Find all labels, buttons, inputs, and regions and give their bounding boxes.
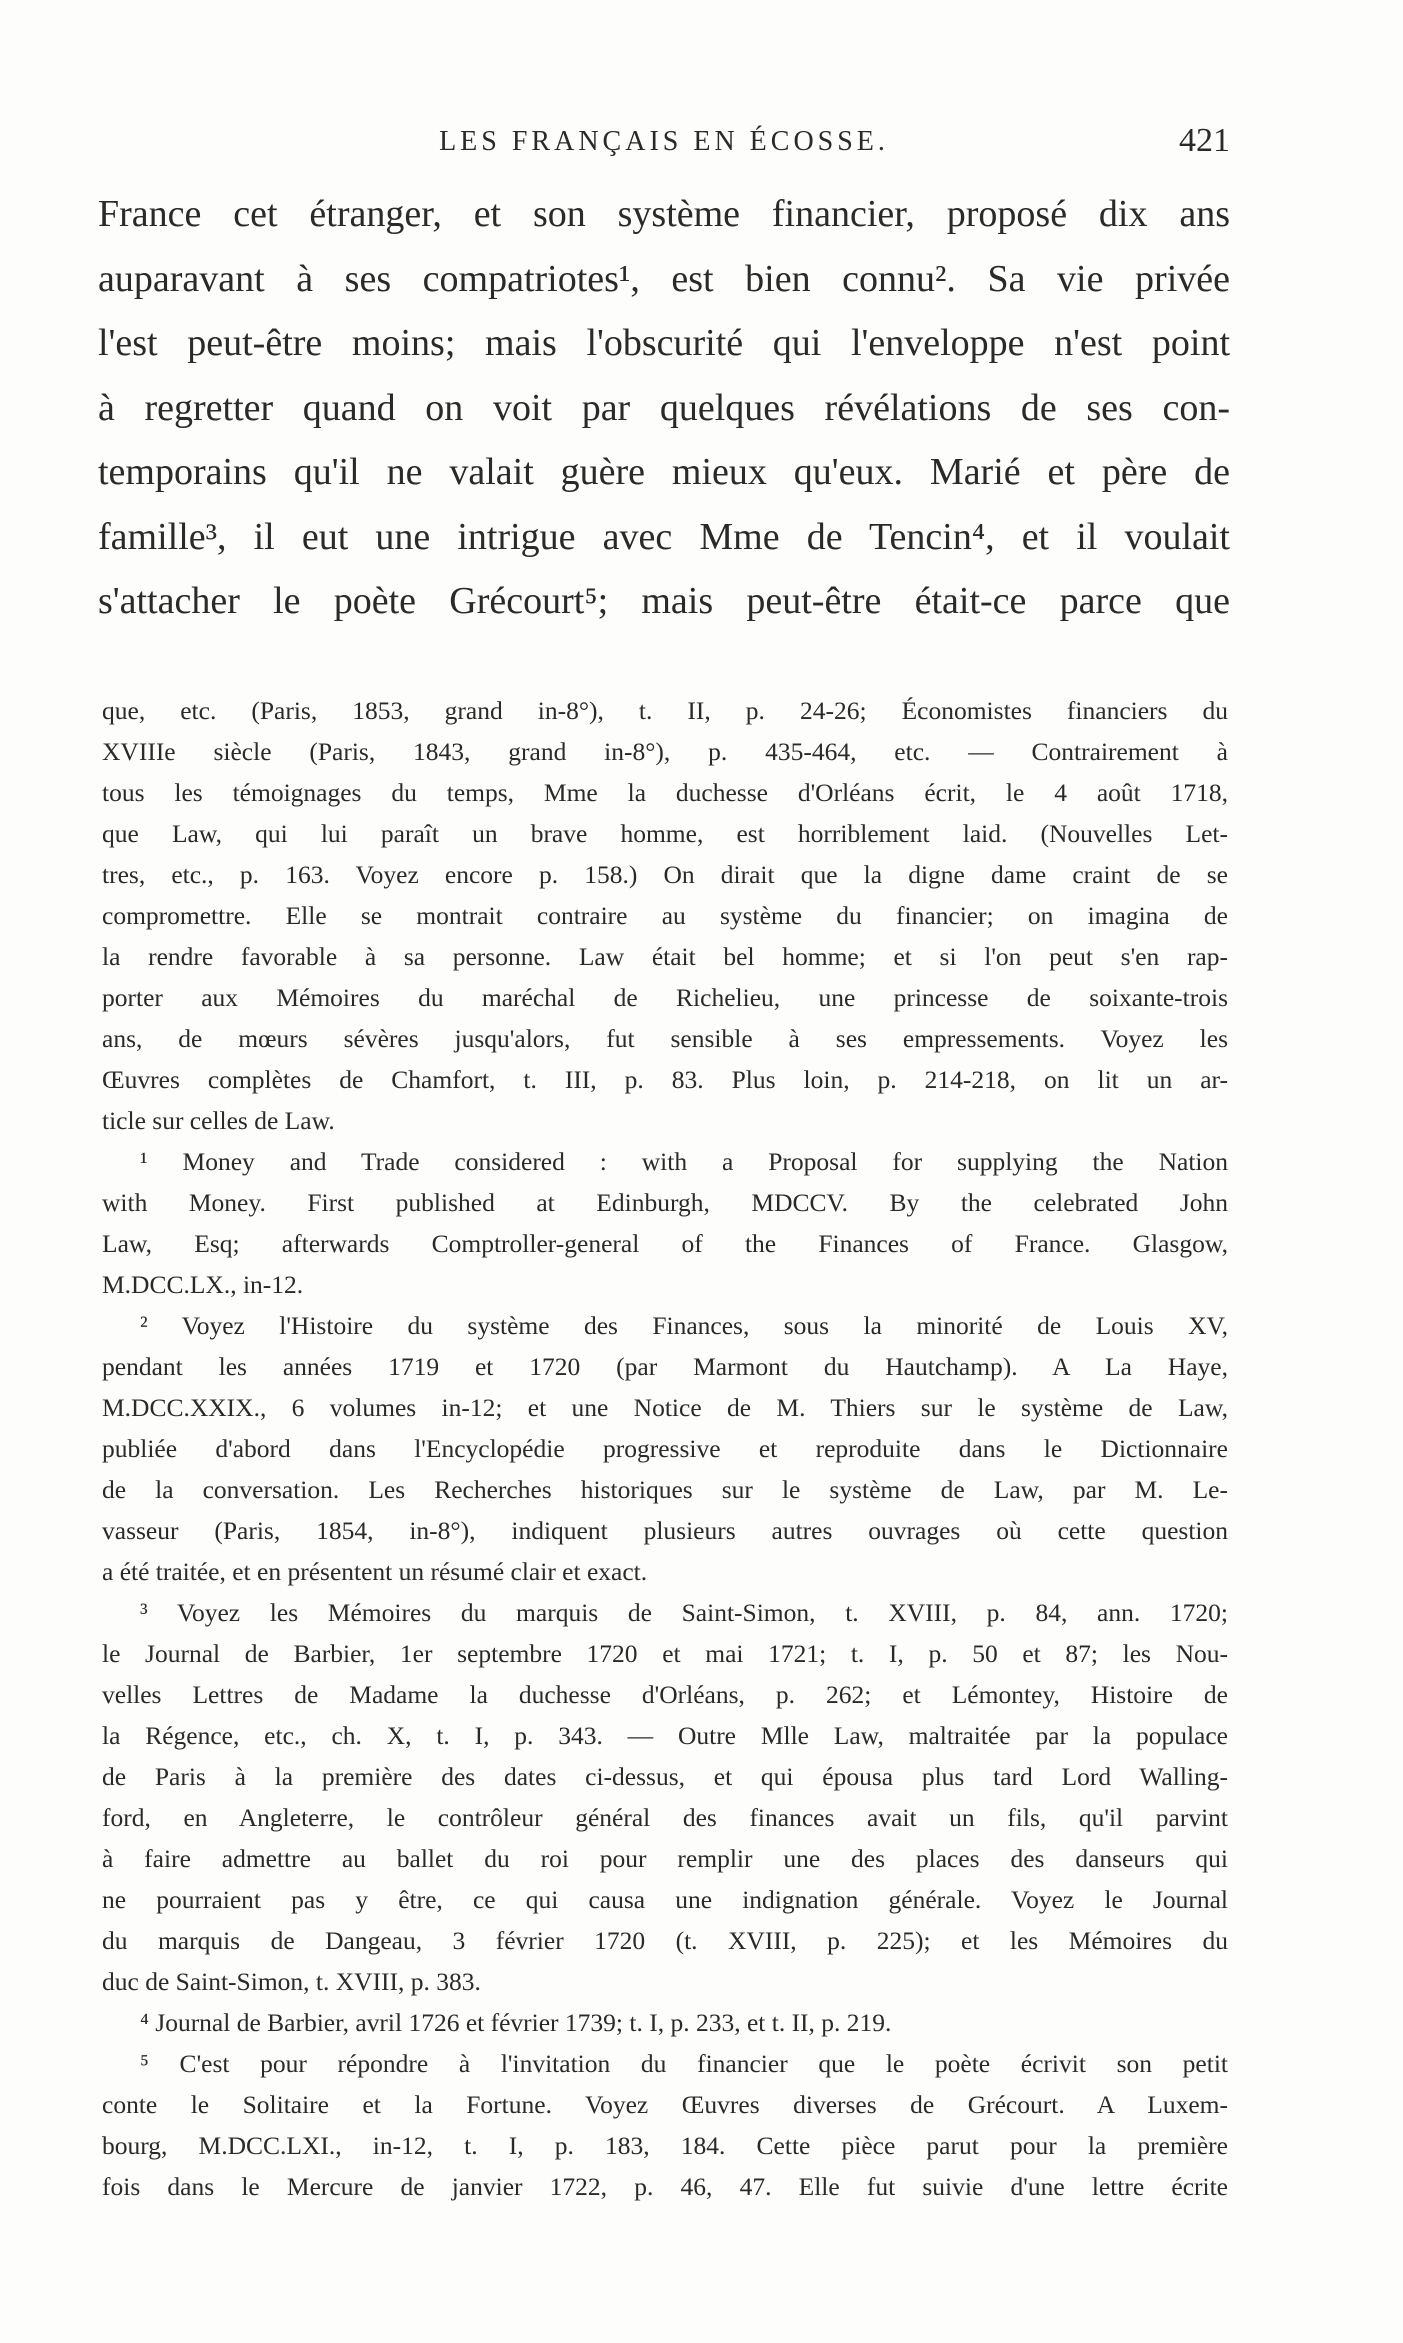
footnote-line: ticle sur celles de Law.: [102, 1106, 335, 1135]
footnote-line: vasseur (Paris, 1854, in-8°), indiquent plusieurs autres ouvrages où cette question: [102, 1516, 1228, 1545]
running-head: [98, 122, 1230, 162]
footnote-line: tres, etc., p. 163. Voyez encore p. 158.) On dirait que la digne dame craint de se: [102, 860, 1228, 889]
footnote-line: ⁵ C'est pour répondre à l'invitation du financier que le poète écrivit son petit: [140, 2049, 1228, 2078]
body-text: [98, 182, 1230, 634]
footnote-line: tous les témoignages du temps, Mme la duchesse d'Orléans écrit, le 4 août 1718,: [102, 778, 1228, 807]
footnote-line: with Money. First published at Edinburgh, MDCCV. By the celebrated John: [102, 1188, 1228, 1217]
footnote-line: velles Lettres de Madame la duchesse d'Orléans, p. 262; et Lémontey, Histoire de: [102, 1680, 1228, 1709]
footnote-line: que Law, qui lui paraît un brave homme, est horriblement laid. (Nouvelles Let-: [102, 819, 1228, 848]
footnote-line: à faire admettre au ballet du roi pour remplir une des places des danseurs qui: [102, 1844, 1228, 1873]
footnote-line: bourg, M.DCC.LXI., in-12, t. I, p. 183, 184. Cette pièce parut pour la première: [102, 2131, 1228, 2160]
running-title: LES FRANÇAIS EN ÉCOSSE.: [439, 126, 889, 157]
footnote-line: M.DCC.LX., in-12.: [102, 1270, 304, 1299]
footnote-line: duc de Saint-Simon, t. XVIII, p. 383.: [102, 1967, 481, 1996]
footnote-line: le Journal de Barbier, 1er septembre 1720 et mai 1721; t. I, p. 50 et 87; les Nou-: [102, 1639, 1228, 1668]
footnote-line: ne pourraient pas y être, ce qui causa une indignation générale. Voyez le Journal: [102, 1885, 1228, 1914]
footnote-line: XVIIIe siècle (Paris, 1843, grand in-8°), p. 435-464, etc. — Contrairement à: [102, 737, 1228, 766]
footnote-line: compromettre. Elle se montrait contraire au système du financier; on imagina de: [102, 901, 1228, 930]
footnote-line: ford, en Angleterre, le contrôleur général des finances avait un fils, qu'il parvint: [102, 1803, 1228, 1832]
footnote-line: la rendre favorable à sa personne. Law était bel homme; et si l'on peut s'en rap-: [102, 942, 1228, 971]
footnote-line: porter aux Mémoires du maréchal de Richelieu, une princesse de soixante-trois: [102, 983, 1228, 1012]
page-number: 421: [1179, 122, 1230, 159]
footnote-line: conte le Solitaire et la Fortune. Voyez Œuvres diverses de Grécourt. A Luxem-: [102, 2090, 1228, 2119]
footnote-line: du marquis de Dangeau, 3 février 1720 (t. XVIII, p. 225); et les Mémoires du: [102, 1926, 1228, 1955]
body-line: s'attacher le poète Grécourt⁵; mais peut-être était-ce parce que: [98, 580, 1230, 622]
footnote-line: publiée d'abord dans l'Encyclopédie progressive et reproduite dans le Dictionnaire: [102, 1434, 1228, 1463]
footnote-line: a été traitée, et en présentent un résumé clair et exact.: [102, 1557, 648, 1586]
footnotes: [102, 690, 1228, 2207]
body-line: à regretter quand on voit par quelques révélations de ses con-: [98, 386, 1230, 429]
footnote-line: de la conversation. Les Recherches historiques sur le système de Law, par M. Le-: [102, 1475, 1228, 1504]
footnote-line: Law, Esq; afterwards Comptroller-general of the Finances of France. Glasgow,: [102, 1229, 1228, 1258]
footnote-line: ³ Voyez les Mémoires du marquis de Saint-Simon, t. XVIII, p. 84, ann. 1720;: [140, 1598, 1228, 1627]
footnote-line: que, etc. (Paris, 1853, grand in-8°), t. II, p. 24-26; Économistes financiers du: [102, 696, 1228, 725]
body-line: famille³, il eut une intrigue avec Mme de Tencin⁴, et il voulait: [98, 515, 1230, 558]
footnote-line: ans, de mœurs sévères jusqu'alors, fut sensible à ses empressements. Voyez les: [102, 1024, 1228, 1053]
body-line: auparavant à ses compatriotes¹, est bien connu². Sa vie privée: [98, 257, 1230, 300]
footnote-line: ⁴ Journal de Barbier, avril 1726 et février 1739; t. I, p. 233, et t. II, p. 219.: [140, 2008, 892, 2037]
footnote-line: ¹ Money and Trade considered : with a Proposal for supplying the Nation: [140, 1147, 1228, 1176]
footnote-line: Œuvres complètes de Chamfort, t. III, p. 83. Plus loin, p. 214-218, on lit un ar-: [102, 1065, 1228, 1094]
footnote-line: de Paris à la première des dates ci-dessus, et qui épousa plus tard Lord Walling-: [102, 1762, 1228, 1791]
body-line: France cet étranger, et son système financier, proposé dix ans: [98, 193, 1230, 235]
body-line: temporains qu'il ne valait guère mieux qu'eux. Marié et père de: [98, 451, 1230, 493]
footnote-line: M.DCC.XXIX., 6 volumes in-12; et une Notice de M. Thiers sur le système de Law,: [102, 1393, 1228, 1422]
footnote-line: ² Voyez l'Histoire du système des Finances, sous la minorité de Louis XV,: [140, 1311, 1228, 1340]
footnote-line: pendant les années 1719 et 1720 (par Marmont du Hautchamp). A La Haye,: [102, 1352, 1228, 1381]
footnote-line: la Régence, etc., ch. X, t. I, p. 343. — Outre Mlle Law, maltraitée par la populace: [102, 1721, 1228, 1750]
body-line: l'est peut-être moins; mais l'obscurité qui l'enveloppe n'est point: [98, 322, 1230, 364]
footnote-line: fois dans le Mercure de janvier 1722, p. 46, 47. Elle fut suivie d'une lettre écrite: [102, 2172, 1228, 2201]
